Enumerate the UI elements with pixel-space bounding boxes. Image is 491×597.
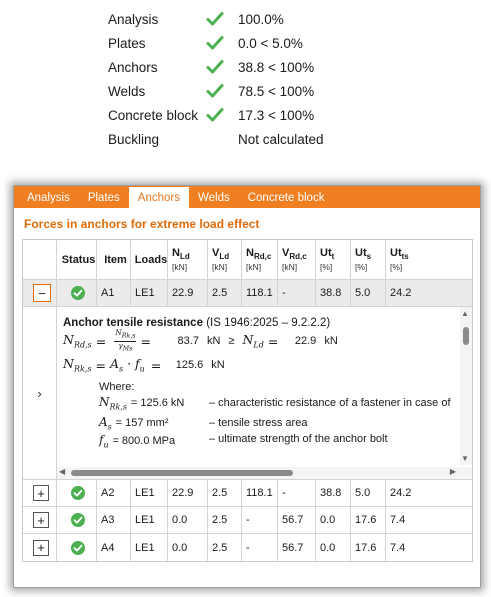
table-row[interactable]: [23, 280, 472, 307]
summary-value: 0.0 < 5.0%: [238, 35, 303, 51]
tab-anchors[interactable]: Anchors: [129, 187, 189, 208]
col-utts[interactable]: $Ut_{ts}$ [%]: [390, 246, 409, 273]
summary-row-welds: [108, 79, 368, 103]
summary-value: 100.0%: [238, 11, 284, 27]
cell-vrdc: -: [278, 480, 316, 506]
cell-utt: 38.8: [316, 480, 351, 506]
cell-item: A1: [97, 280, 131, 306]
cell-item: A4: [97, 534, 131, 561]
summary-row-anchors: [108, 55, 368, 79]
equation-nrk: $N_{Rk,s}$ = $A_s \cdot f_u$ = 125.6 kN: [63, 356, 225, 374]
summary-row-analysis: [108, 7, 368, 31]
cell-vld: 2.5: [208, 507, 242, 533]
cell-utt: 38.8: [316, 280, 351, 306]
summary-label: Concrete block: [108, 107, 199, 123]
cell-uts: 5.0: [351, 480, 386, 506]
col-nld[interactable]: $N_{Ld}$ [kN]: [168, 240, 208, 279]
anchors-results-panel: [13, 185, 481, 588]
col-nrdc[interactable]: $N_{Rd,c}$ [kN]: [242, 240, 278, 279]
scroll-thumb[interactable]: [463, 327, 469, 345]
row-detail: [23, 307, 472, 480]
col-loads[interactable]: Loads: [131, 240, 168, 279]
cell-uts: 5.0: [351, 280, 386, 306]
tab-concrete-block[interactable]: Concrete block: [247, 192, 325, 204]
cell-nrdc: 118.1: [242, 480, 278, 506]
cell-loads: LE1: [131, 280, 168, 306]
col-utt[interactable]: $Ut_t$ [%]: [316, 240, 351, 279]
cell-item: A3: [97, 507, 131, 533]
definition-nrks: $N_{Rk,s} = 125.6$ kN – characteristic resistance of a fastener in case of: [99, 394, 451, 412]
cell-vrdc: 56.7: [278, 507, 316, 533]
horizontal-scrollbar[interactable]: [57, 467, 472, 479]
scroll-up-icon[interactable]: ▲: [461, 309, 469, 318]
check-icon: [206, 107, 238, 123]
equation-nrd: $N_{Rd,s}$ = $\frac{N_{Rk,s}}{\gamma_{Ms}}$ = 83.7 kN ≥ $N_{Ld}$ = 22.9 kN: [63, 328, 338, 352]
expand-button[interactable]: +: [33, 485, 49, 501]
summary-value: Not calculated: [238, 131, 324, 147]
vertical-scrollbar[interactable]: [460, 307, 472, 465]
cell-nrdc: -: [242, 534, 278, 561]
cell-loads: LE1: [131, 507, 168, 533]
table-row[interactable]: [23, 480, 472, 507]
detail-content: [57, 307, 472, 479]
tab-plates[interactable]: Plates: [87, 192, 120, 204]
expand-button[interactable]: +: [33, 512, 49, 528]
cell-vrdc: -: [278, 280, 316, 306]
col-status[interactable]: Status: [57, 240, 97, 279]
expand-button[interactable]: +: [33, 540, 49, 556]
check-icon: [206, 59, 238, 75]
cell-nld: 0.0: [168, 507, 208, 533]
cell-nld: 0.0: [168, 534, 208, 561]
where-label: Where:: [99, 381, 135, 393]
cell-loads: LE1: [131, 480, 168, 506]
tab-analysis[interactable]: Analysis: [27, 192, 70, 204]
cell-uts: 17.6: [351, 534, 386, 561]
summary-row-buckling: [108, 127, 368, 151]
collapse-button[interactable]: −: [33, 284, 51, 302]
cell-loads: LE1: [131, 534, 168, 561]
summary-row-concrete-block: [108, 103, 368, 127]
check-icon: [206, 83, 238, 99]
scroll-right-icon[interactable]: ▶: [449, 467, 456, 476]
section-title: Forces in anchors for extreme load effect: [24, 217, 260, 231]
cell-item: A2: [97, 480, 131, 506]
cell-vld: 2.5: [208, 480, 242, 506]
cell-uts: 17.6: [351, 507, 386, 533]
cell-vld: 2.5: [208, 280, 242, 306]
summary-label: Buckling: [108, 131, 160, 147]
col-item[interactable]: Item: [97, 240, 131, 279]
cell-utts: 24.2: [390, 287, 412, 299]
summary-label: Anchors: [108, 59, 158, 75]
table-row[interactable]: [23, 534, 472, 561]
cell-nrdc: -: [242, 507, 278, 533]
cell-utts: 24.2: [390, 487, 412, 499]
scroll-thumb[interactable]: [71, 470, 293, 476]
summary-label: Plates: [108, 35, 146, 51]
summary-row-plates: [108, 31, 368, 55]
chevron-right-icon[interactable]: ›: [23, 307, 57, 479]
status-ok-icon: [71, 286, 85, 300]
definition-as: $A_s = 157$ mm² – tensile stress area: [99, 414, 308, 432]
cell-utt: 0.0: [316, 534, 351, 561]
table-row[interactable]: [23, 507, 472, 534]
cell-utts: 7.4: [390, 541, 406, 554]
cell-utt: 0.0: [316, 507, 351, 533]
summary-list: [108, 7, 368, 151]
col-vrdc[interactable]: $V_{Rd,c}$ [kN]: [278, 240, 316, 279]
status-ok-icon: [71, 486, 85, 500]
check-icon: [206, 11, 238, 27]
tab-bar: [14, 186, 480, 208]
cell-utts: 7.4: [390, 514, 406, 526]
scroll-down-icon[interactable]: ▼: [461, 454, 469, 463]
check-icon: [206, 35, 238, 51]
summary-value: 78.5 < 100%: [238, 83, 315, 99]
cell-nld: 22.9: [168, 280, 208, 306]
definition-fu: $f_u = 800.0$ MPa – ultimate strength of the anchor bolt: [99, 433, 388, 450]
cell-vld: 2.5: [208, 534, 242, 561]
summary-label: Analysis: [108, 11, 159, 27]
table-header: [23, 240, 472, 280]
tab-welds[interactable]: Welds: [197, 192, 230, 204]
cell-vrdc: 56.7: [278, 534, 316, 561]
status-ok-icon: [71, 541, 85, 555]
summary-label: Welds: [108, 83, 146, 99]
col-vld[interactable]: $V_{Ld}$ [kN]: [208, 240, 242, 279]
scroll-left-icon[interactable]: ◀: [59, 467, 66, 476]
summary-value: 17.3 < 100%: [238, 107, 315, 123]
summary-value: 38.8 < 100%: [238, 59, 315, 75]
cell-nld: 22.9: [168, 480, 208, 506]
anchors-table: [22, 239, 473, 562]
status-ok-icon: [71, 513, 85, 527]
cell-nrdc: 118.1: [242, 280, 278, 306]
detail-title: Anchor tensile resistance (IS 1946:2025 – 9.2.2.2): [63, 317, 331, 329]
col-uts[interactable]: $Ut_s$ [%]: [351, 240, 386, 279]
